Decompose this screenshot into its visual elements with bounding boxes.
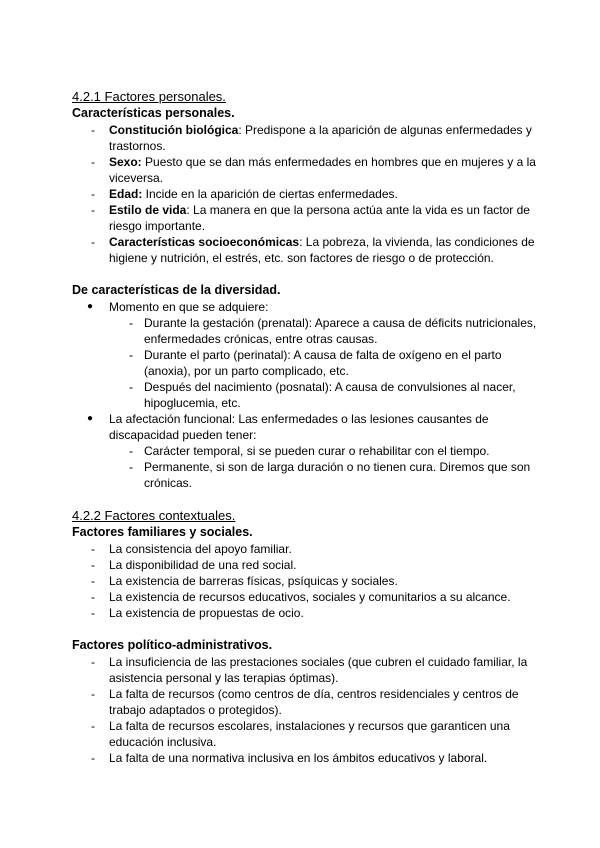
subsection-title-political-administrative: Factores político-administrativos. xyxy=(72,638,273,652)
item-term: Características socioeconómicas xyxy=(109,235,300,249)
subsection-title-personal-characteristics: Características personales. xyxy=(72,106,235,120)
section-title-personal-factors: 4.2.1 Factores personales. xyxy=(72,89,226,104)
list-item: - Carácter temporal, si se pueden curar o rehabilitar con el tiempo. xyxy=(72,443,540,459)
list-item: - Durante la gestación (prenatal): Aparece a causa de déficits nutricionales, enfermedades crónicas, entre otras causas. xyxy=(72,315,540,347)
list-item xyxy=(72,154,540,186)
list-item: - La existencia de recursos educativos, sociales y comunitarios a su alcance. xyxy=(72,589,540,605)
section-title-contextual-factors: 4.2.2 Factores contextuales. xyxy=(72,508,236,523)
list-item: - La existencia de barreras físicas, psíquicas y sociales. xyxy=(72,573,540,589)
subsection-title-diversity: De características de la diversidad. xyxy=(72,283,281,297)
list-item: - La consistencia del apoyo familiar. xyxy=(72,541,540,557)
list-item: - La falta de recursos (como centros de día, centros residenciales y centros de trabajo adaptados o protegidos). xyxy=(72,686,540,718)
item-text: : La manera en que la persona actúa ante la vida es un factor de riesgo importante. xyxy=(109,203,530,233)
item-term: Edad: xyxy=(109,187,143,201)
family-social-list xyxy=(72,541,540,621)
list-item xyxy=(72,202,540,234)
item-text: Puesto que se dan más enfermedades en hombres que en mujeres y a la viceversa. xyxy=(109,155,536,185)
item-text: Momento en que se adquiere: xyxy=(109,300,269,314)
subsection-title-family-social: Factores familiares y sociales. xyxy=(72,525,253,539)
onset-moment-list xyxy=(109,315,540,411)
list-item xyxy=(72,122,540,154)
list-item xyxy=(72,299,540,411)
list-item: - La existencia de propuestas de ocio. xyxy=(72,605,540,621)
list-item: - La falta de una normativa inclusiva en los ámbitos educativos y laboral. xyxy=(72,750,540,766)
list-item xyxy=(72,234,540,266)
political-administrative-list xyxy=(72,654,540,766)
list-item: - Durante el parto (perinatal): A causa de falta de oxígeno en el parto (anoxia), por un parto complicado, etc. xyxy=(72,347,540,379)
diversity-list xyxy=(72,299,540,491)
list-item: - La insuficiencia de las prestaciones sociales (que cubren el cuidado familiar, la asistencia personal y las terapias óptimas). xyxy=(72,654,540,686)
item-text: Incide en la aparición de ciertas enfermedades. xyxy=(142,187,398,201)
list-item: - La falta de recursos escolares, instalaciones y recursos que garanticen una educación inclusiva. xyxy=(72,718,540,750)
item-term: Sexo: xyxy=(109,155,142,169)
list-item: - Después del nacimiento (posnatal): A causa de convulsiones al nacer, hipoglucemia, etc. xyxy=(72,379,540,411)
personal-characteristics-list xyxy=(72,122,540,266)
list-item: - Permanente, si son de larga duración o no tienen cura. Diremos que son crónicas. xyxy=(72,459,540,491)
functional-impact-list xyxy=(109,443,540,491)
item-text: : La pobreza, la vivienda, las condiciones de higiene y nutrición, el estrés, etc. son factores de riesgo o de protección. xyxy=(109,235,535,265)
item-term: Estilo de vida xyxy=(109,203,187,217)
list-item xyxy=(72,411,540,491)
list-item: - La disponibilidad de una red social. xyxy=(72,557,540,573)
item-term: Constitución biológica xyxy=(109,123,239,137)
item-text: : Predispone a la aparición de algunas enfermedades y trastornos. xyxy=(109,123,532,153)
list-item xyxy=(72,186,540,202)
item-text: La afectación funcional: Las enfermedades o las lesiones causantes de discapacidad pueden tener: xyxy=(109,412,489,442)
